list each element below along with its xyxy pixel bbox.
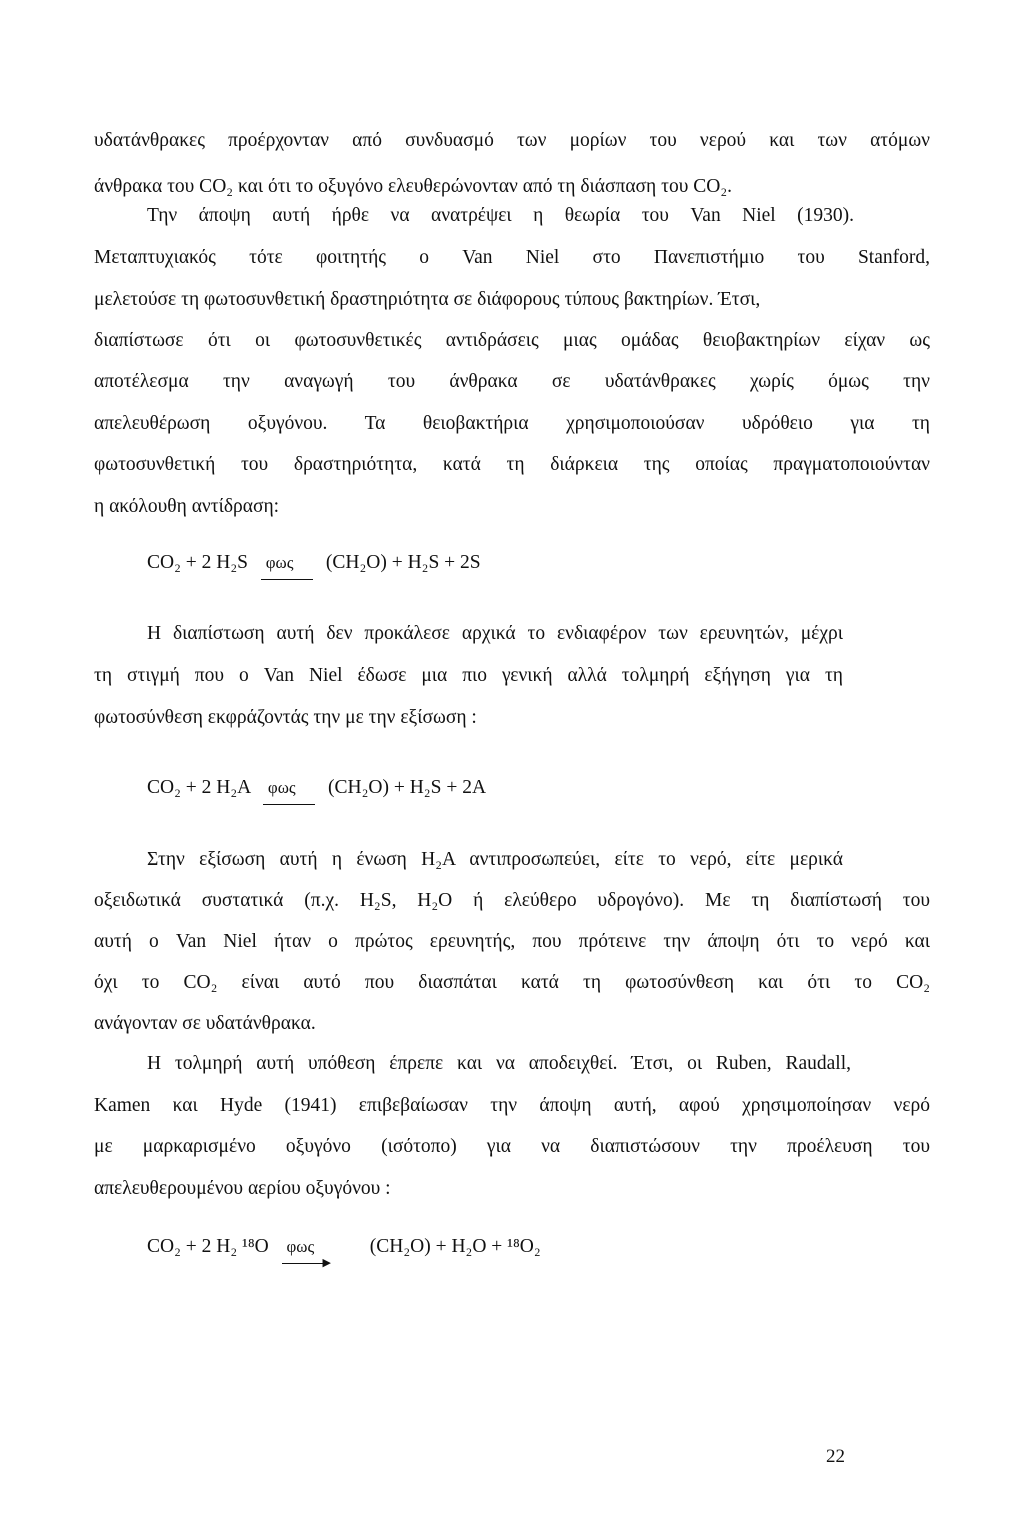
equation-left: CO₂ + 2 H₂A — [147, 777, 251, 798]
text-line: η ακόλουθη αντίδραση: — [94, 496, 280, 517]
arrow-label: φως — [267, 778, 296, 797]
text-line: Την άποψη αυτή ήρθε να ανατρέψει η θεωρία του Van Niel (1930). — [147, 205, 854, 226]
equation-left: CO₂ + 2 H₂ ¹⁸O — [147, 1236, 269, 1257]
text-line: με μαρκαρισμένο οξυγόνο (ισότοπο) για να διαπιστώσουν την προέλευση του — [94, 1136, 930, 1157]
page-number: 22 — [826, 1446, 845, 1467]
text-line: όχι το CO₂ είναι αυτό που διασπάται κατά τη φωτοσύνθεση και ότι το CO₂ — [94, 972, 930, 993]
arrow-label: φως — [265, 553, 294, 572]
arrow-label: φως — [286, 1237, 315, 1256]
text-line: φωτοσύνθεση εκφράζοντάς την με την εξίσωση : — [94, 707, 477, 728]
text-line: Μεταπτυχιακός τότε φοιτητής ο Van Niel στο Πανεπιστήμιο του Stanford, — [94, 247, 930, 268]
text-line: διαπίστωσε ότι οι φωτοσυνθετικές αντιδράσεις μιας ομάδας θειοβακτηρίων είχαν ως — [94, 330, 930, 351]
equation-right: (CH₂O) + H₂O + ¹⁸O₂ — [369, 1236, 541, 1257]
text-line: απελευθέρωση οξυγόνου. Τα θειοβακτήρια χρησιμοποιούσαν υδρόθειο για τη — [94, 413, 930, 434]
chemical-equation — [147, 1232, 541, 1269]
text-line: άνθρακα του CO₂ και ότι το οξυγόνο ελευθερώνονταν από τη διάσπαση του CO₂. — [94, 176, 733, 197]
reaction-arrow — [263, 773, 315, 805]
text-line: φωτοσυνθετική του δραστηριότητα, κατά τη διάρκεια της οποίας πραγματοποιούνταν — [94, 454, 930, 475]
text-line: μελετούσε τη φωτοσυνθετική δραστηριότητα σε διάφορους τύπους βακτηρίων. Έτσι, — [94, 289, 761, 310]
equation-right: (CH₂O) + H₂S + 2A — [328, 777, 487, 798]
text-line: Στην εξίσωση αυτή η ένωση H₂A αντιπροσωπεύει, είτε το νερό, είτε μερικά — [147, 849, 843, 870]
text-line: Η τολμηρή αυτή υπόθεση έπρεπε και να αποδειχθεί. Έτσι, οι Ruben, Raudall, — [147, 1053, 851, 1074]
text-line: αυτή ο Van Niel ήταν ο πρώτος ερευνητής, που πρότεινε την άποψη ότι το νερό και — [94, 931, 930, 952]
text-line: οξειδωτικά συστατικά (π.χ. H₂S, H₂O ή ελεύθερο υδρογόνο). Με τη διαπίστωσή του — [94, 890, 930, 911]
reaction-arrow — [282, 1232, 331, 1269]
text-line: απελευθερουμένου αερίου οξυγόνου : — [94, 1178, 391, 1199]
text-line: αποτέλεσμα την αναγωγή του άνθρακα σε υδατάνθρακες χωρίς όμως την — [94, 371, 930, 392]
arrowhead-icon: ▶ — [322, 1257, 331, 1269]
text-line: τη στιγμή που ο Van Niel έδωσε μια πιο γενική αλλά τολμηρή εξήγηση για τη — [94, 665, 843, 686]
chemical-equation — [147, 548, 481, 580]
equation-right: (CH₂O) + H₂S + 2S — [325, 552, 481, 573]
text-line: υδατάνθρακες προέρχονταν από συνδυασμό των μορίων του νερού και των ατόμων — [94, 130, 930, 151]
chemical-equation — [147, 773, 486, 805]
equation-left: CO₂ + 2 H₂S — [147, 552, 248, 573]
text-line: Kamen και Hyde (1941) επιβεβαίωσαν την άποψη αυτή, αφού χρησιμοποίησαν νερό — [94, 1095, 930, 1116]
text-line: Η διαπίστωση αυτή δεν προκάλεσε αρχικά το ενδιαφέρον των ερευνητών, μέχρι — [147, 623, 843, 644]
reaction-arrow — [261, 548, 313, 580]
text-line: ανάγονταν σε υδατάνθρακα. — [94, 1013, 316, 1034]
